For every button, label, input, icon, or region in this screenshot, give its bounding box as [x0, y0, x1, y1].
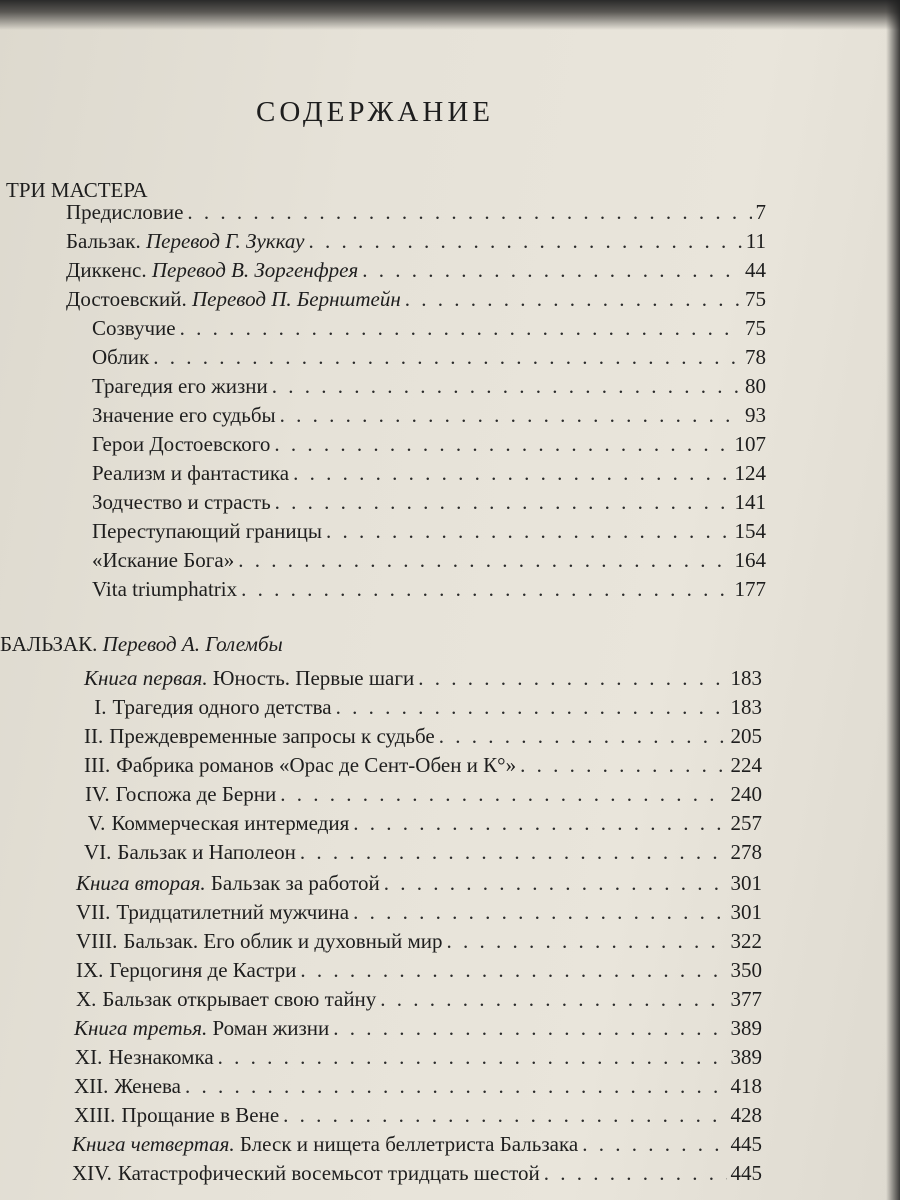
- toc-page-number: 301: [730, 900, 762, 924]
- toc-page-number: 141: [734, 490, 766, 514]
- toc-entry-text: Vita triumphatrix: [92, 577, 238, 601]
- toc-entry-text: Катастрофический восемьсот тридцать шестой: [117, 1161, 540, 1185]
- toc-page-number: 428: [730, 1103, 762, 1127]
- toc-book-entry: [74, 1016, 762, 1044]
- chapter-number: VIII.: [76, 929, 118, 953]
- section-translator: Перевод А. Голембы: [102, 632, 283, 656]
- toc-page-number: 350: [730, 958, 762, 982]
- toc-chapter-entry: [84, 753, 762, 781]
- toc-page-number: 164: [734, 548, 766, 572]
- toc-entry-text: Диккенс. Перевод В. Зоргенфрея: [66, 258, 359, 282]
- toc-page-number: 11: [745, 229, 766, 253]
- toc-page-number: 322: [730, 929, 762, 953]
- toc-chapter-entry: [84, 724, 762, 752]
- page-top-shadow: [0, 0, 900, 30]
- chapter-number: VI.: [84, 840, 112, 864]
- toc-page-number: 7: [755, 200, 766, 224]
- chapter-number: I.: [94, 695, 107, 719]
- toc-entry-text: Достоевский. Перевод П. Бернштейн: [66, 287, 401, 311]
- toc-chapter-entry: [84, 811, 762, 839]
- toc-entry-text: Трагедия одного детства: [112, 695, 332, 719]
- toc-page-number: 183: [730, 695, 762, 719]
- toc-leader-dots: [447, 929, 727, 954]
- toc-entry-text: Герои Достоевского: [92, 432, 271, 456]
- toc-chapter-entry: [72, 1161, 762, 1189]
- toc-leader-dots: [275, 490, 731, 515]
- chapter-number: XI.: [74, 1045, 103, 1069]
- toc-entry-text: Бальзак открывает свою тайну: [102, 987, 377, 1011]
- toc-entry-text: Предисловие: [66, 200, 184, 224]
- toc-entry: [92, 548, 766, 576]
- toc-page-number: 107: [734, 432, 766, 456]
- toc-chapter-entry: [76, 987, 762, 1015]
- toc-entry-text: Преждевременные запросы к судьбе: [109, 724, 435, 748]
- toc-page-number: 75: [745, 287, 766, 311]
- toc-entry: [92, 403, 766, 431]
- toc-entry: [66, 287, 766, 315]
- toc-leader-dots: [405, 287, 741, 312]
- chapter-number: XIII.: [74, 1103, 116, 1127]
- toc-page-number: 301: [730, 871, 762, 895]
- section-title-text: БАЛЬЗАК.: [0, 632, 98, 656]
- toc-chapter-entry: [84, 782, 762, 810]
- toc-page-number: 377: [730, 987, 762, 1011]
- toc-entry-text: Книга четвертая. Блеск и нищета беллетриста Бальзака: [72, 1132, 579, 1156]
- toc-leader-dots: [187, 200, 751, 225]
- toc-entry-text: Коммерческая интермедия: [111, 811, 350, 835]
- toc-leader-dots: [272, 374, 741, 399]
- toc-entry-text: Незнакомка: [108, 1045, 214, 1069]
- toc-entry-text: Бальзак. Перевод Г. Зуккау: [66, 229, 305, 253]
- toc-leader-dots: [300, 840, 727, 865]
- toc-leader-dots: [300, 958, 726, 983]
- toc-chapter-entry: [74, 1074, 762, 1102]
- toc-entry: [92, 461, 766, 489]
- toc-leader-dots: [362, 258, 741, 283]
- toc-leader-dots: [153, 345, 741, 370]
- toc-entry-text: Книга третья. Роман жизни: [74, 1016, 330, 1040]
- chapter-number: XII.: [74, 1074, 109, 1098]
- toc-entry: [92, 316, 766, 344]
- toc-leader-dots: [180, 316, 741, 341]
- toc-leader-dots: [418, 666, 726, 691]
- toc-leader-dots: [582, 1132, 726, 1157]
- toc-chapter-entry: [84, 695, 762, 723]
- toc-page-number: 93: [745, 403, 766, 427]
- chapter-number: X.: [76, 987, 97, 1011]
- toc-page-number: 389: [730, 1045, 762, 1069]
- toc-page-number: 177: [734, 577, 766, 601]
- toc-page-number: 418: [730, 1074, 762, 1098]
- toc-page-number: 445: [730, 1132, 762, 1156]
- toc-leader-dots: [384, 871, 727, 896]
- toc-entry-text: Трагедия его жизни: [92, 374, 268, 398]
- toc-entry-text: Бальзак. Его облик и духовный мир: [123, 929, 443, 953]
- toc-page-number: 80: [745, 374, 766, 398]
- toc-page-number: 205: [730, 724, 762, 748]
- toc-entry-text: Герцогиня де Кастри: [109, 958, 297, 982]
- chapter-number: VII.: [76, 900, 111, 924]
- toc-leader-dots: [185, 1074, 727, 1099]
- section-title-text: ТРИ МАСТЕРА: [6, 178, 148, 202]
- toc-leader-dots: [380, 987, 726, 1012]
- chapter-number: IX.: [76, 958, 104, 982]
- toc-leader-dots: [218, 1045, 727, 1070]
- page-right-shadow: [886, 0, 900, 1200]
- toc-entry-text: Реализм и фантастика: [92, 461, 290, 485]
- toc-chapter-entry: [76, 900, 762, 928]
- toc-entry-text: Зодчество и страсть: [92, 490, 271, 514]
- section-title-balzac: [0, 632, 283, 657]
- toc-page-number: 183: [730, 666, 762, 690]
- toc-entry-text: Женева: [114, 1074, 181, 1098]
- toc-chapter-entry: [84, 840, 762, 868]
- toc-page-number: 75: [745, 316, 766, 340]
- toc-leader-dots: [280, 782, 726, 807]
- page-title: СОДЕРЖАНИЕ: [256, 96, 494, 128]
- toc-leader-dots: [439, 724, 727, 749]
- toc-leader-dots: [241, 577, 730, 602]
- toc-chapter-entry: [76, 958, 762, 986]
- toc-page-number: 44: [745, 258, 766, 282]
- toc-entry-text: Бальзак и Наполеон: [117, 840, 296, 864]
- toc-entry-text: «Искание Бога»: [92, 548, 235, 572]
- toc-page-number: 445: [730, 1161, 762, 1185]
- toc-entry: [92, 490, 766, 518]
- toc-page-number: 78: [745, 345, 766, 369]
- chapter-number: II.: [84, 724, 104, 748]
- toc-leader-dots: [353, 811, 726, 836]
- toc-chapter-entry: [74, 1103, 762, 1131]
- toc-entry: [92, 374, 766, 402]
- toc-book-entry: [76, 871, 762, 899]
- toc-entry-text: Прощание в Вене: [121, 1103, 280, 1127]
- toc-entry-text: Тридцатилетний мужчина: [116, 900, 350, 924]
- toc-entry-text: Фабрика романов «Орас де Сент-Обен и К°»: [116, 753, 517, 777]
- toc-entry: [92, 432, 766, 460]
- toc-leader-dots: [283, 1103, 726, 1128]
- toc-page-number: 124: [734, 461, 766, 485]
- toc-page-number: 224: [730, 753, 762, 777]
- toc-entry-text: Книга вторая. Бальзак за работой: [76, 871, 380, 895]
- toc-page-number: 240: [730, 782, 762, 806]
- chapter-number: III.: [84, 753, 111, 777]
- toc-entry-text: Переступающий границы: [92, 519, 322, 543]
- toc-chapter-entry: [74, 1045, 762, 1073]
- toc-entry-text: Созвучие: [92, 316, 176, 340]
- toc-leader-dots: [544, 1161, 727, 1186]
- toc-book-entry: [84, 666, 762, 694]
- toc-page-number: 257: [730, 811, 762, 835]
- toc-entry-text: Значение его судьбы: [92, 403, 276, 427]
- toc-entry: [66, 200, 766, 228]
- toc-leader-dots: [353, 900, 726, 925]
- toc-entry: [92, 519, 766, 547]
- toc-entry: [92, 577, 766, 605]
- toc-entry-text: Книга первая. Юность. Первые шаги: [84, 666, 415, 690]
- toc-leader-dots: [520, 753, 726, 778]
- chapter-number: XIV.: [72, 1161, 112, 1185]
- toc-entry-text: Госпожа де Берни: [115, 782, 277, 806]
- toc-leader-dots: [308, 229, 741, 254]
- toc-leader-dots: [326, 519, 731, 544]
- toc-chapter-entry: [76, 929, 762, 957]
- chapter-number: IV.: [84, 782, 110, 806]
- toc-entry: [66, 258, 766, 286]
- toc-leader-dots: [336, 695, 727, 720]
- toc-book-entry: [72, 1132, 762, 1160]
- chapter-number: V.: [87, 811, 106, 835]
- toc-leader-dots: [238, 548, 730, 573]
- toc-page-number: 154: [734, 519, 766, 543]
- toc-entry: [66, 229, 766, 257]
- toc-leader-dots: [333, 1016, 726, 1041]
- toc-leader-dots: [280, 403, 741, 428]
- toc-page-number: 389: [730, 1016, 762, 1040]
- toc-entry-text: Облик: [92, 345, 150, 369]
- toc-leader-dots: [293, 461, 730, 486]
- toc-page-number: 278: [730, 840, 762, 864]
- toc-leader-dots: [274, 432, 730, 457]
- toc-entry: [92, 345, 766, 373]
